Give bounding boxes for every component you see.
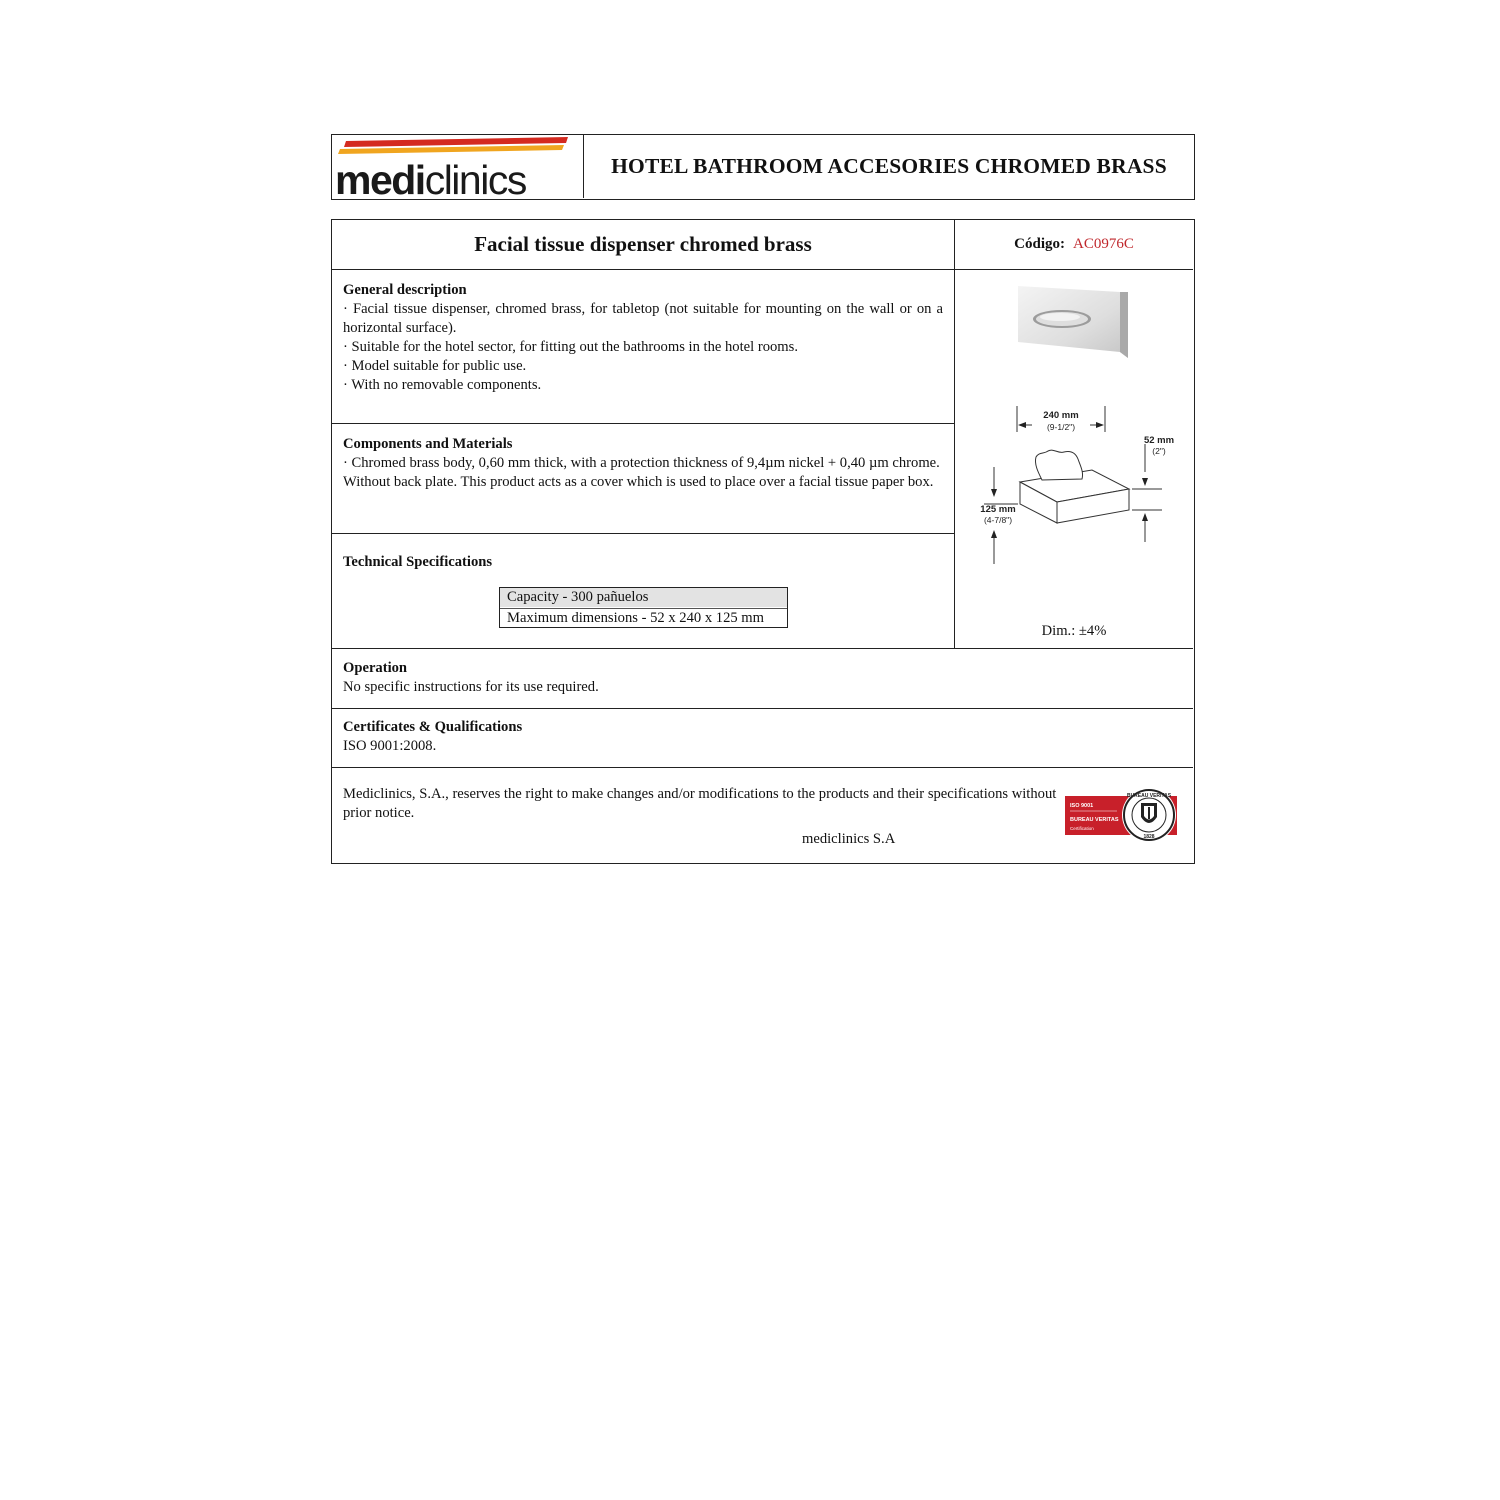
row-divider (332, 269, 1193, 270)
company-name: mediclinics S.A (802, 831, 896, 847)
row-divider (332, 423, 954, 424)
spec-row: Maximum dimensions - 52 x 240 x 125 mm (500, 608, 787, 627)
components-text: · Chromed brass body, 0,60 mm thick, with a protection thickness of 9,4µm nickel + 0,40 µm chrome. Without back plate. This product acts as a cover which is used to place over a facial tissue paper box. (343, 455, 940, 490)
certificates-heading: Certificates & Qualifications (343, 719, 523, 735)
height-in-label: (2") (1152, 446, 1166, 456)
svg-text:mediclinics: mediclinics (335, 157, 526, 198)
row-divider (332, 708, 1193, 709)
badge-line-3: Certification (1070, 826, 1094, 831)
dimension-drawing (972, 402, 1177, 572)
legal-notice: Mediclinics, S.A., reserves the right to make changes and/or modifications to the products and their specifications without prior notice. (343, 786, 1057, 821)
spec-row: Capacity - 300 pañuelos (500, 588, 787, 607)
technical-heading: Technical Specifications (343, 554, 493, 570)
bureau-veritas-badge (1065, 787, 1179, 843)
operation-section (343, 659, 1163, 697)
row-divider (332, 533, 954, 534)
product-title: Facial tissue dispenser chromed brass (474, 232, 812, 256)
product-code (955, 220, 1193, 269)
code-value: AC0976C (1073, 236, 1134, 252)
components-section (343, 435, 943, 492)
badge-line-1: ISO 9001 (1070, 803, 1094, 809)
general-line: · Facial tissue dispenser, chromed brass, for tabletop (not suitable for mounting on the wall or on a horizontal surface). (343, 301, 943, 336)
row-divider (332, 767, 1193, 768)
logo-cell (332, 135, 584, 198)
row-divider (332, 648, 1193, 649)
column-divider (954, 220, 955, 648)
general-heading: General description (343, 282, 467, 298)
depth-mm-label: 125 mm (980, 504, 1016, 515)
spec-table (499, 587, 788, 628)
depth-in-label: (4-7/8") (983, 515, 1013, 525)
mediclinics-logo (332, 135, 584, 198)
seal-text: BUREAU VERITAS (1126, 793, 1172, 799)
general-description (343, 281, 943, 395)
code-label: Código: (1014, 236, 1065, 252)
operation-text: No specific instructions for its use required. (343, 679, 599, 695)
dimension-tolerance: Dim.: ±4% (1041, 623, 1107, 639)
seal-year: 1828 (1143, 834, 1155, 840)
components-heading: Components and Materials (343, 436, 513, 452)
header-title: HOTEL BATHROOM ACCESORIES CHROMED BRASS (611, 154, 1167, 178)
header-box (331, 134, 1195, 200)
width-mm-label: 240 mm (1043, 410, 1079, 421)
certificates-text: ISO 9001:2008. (343, 738, 437, 754)
general-line: · Model suitable for public use. (343, 358, 527, 374)
width-in-label: (9-1/2") (1046, 422, 1076, 432)
product-sheet (331, 219, 1195, 864)
operation-heading: Operation (343, 660, 408, 676)
product-photo (1016, 282, 1131, 362)
general-line: · With no removable components. (343, 377, 542, 393)
general-line: · Suitable for the hotel sector, for fitting out the bathrooms in the hotel rooms. (343, 339, 798, 355)
height-mm-label: 52 mm (1143, 435, 1175, 446)
certificates-section (343, 718, 1163, 756)
technical-section (343, 553, 943, 572)
badge-line-2: BUREAU VERITAS (1070, 817, 1119, 823)
